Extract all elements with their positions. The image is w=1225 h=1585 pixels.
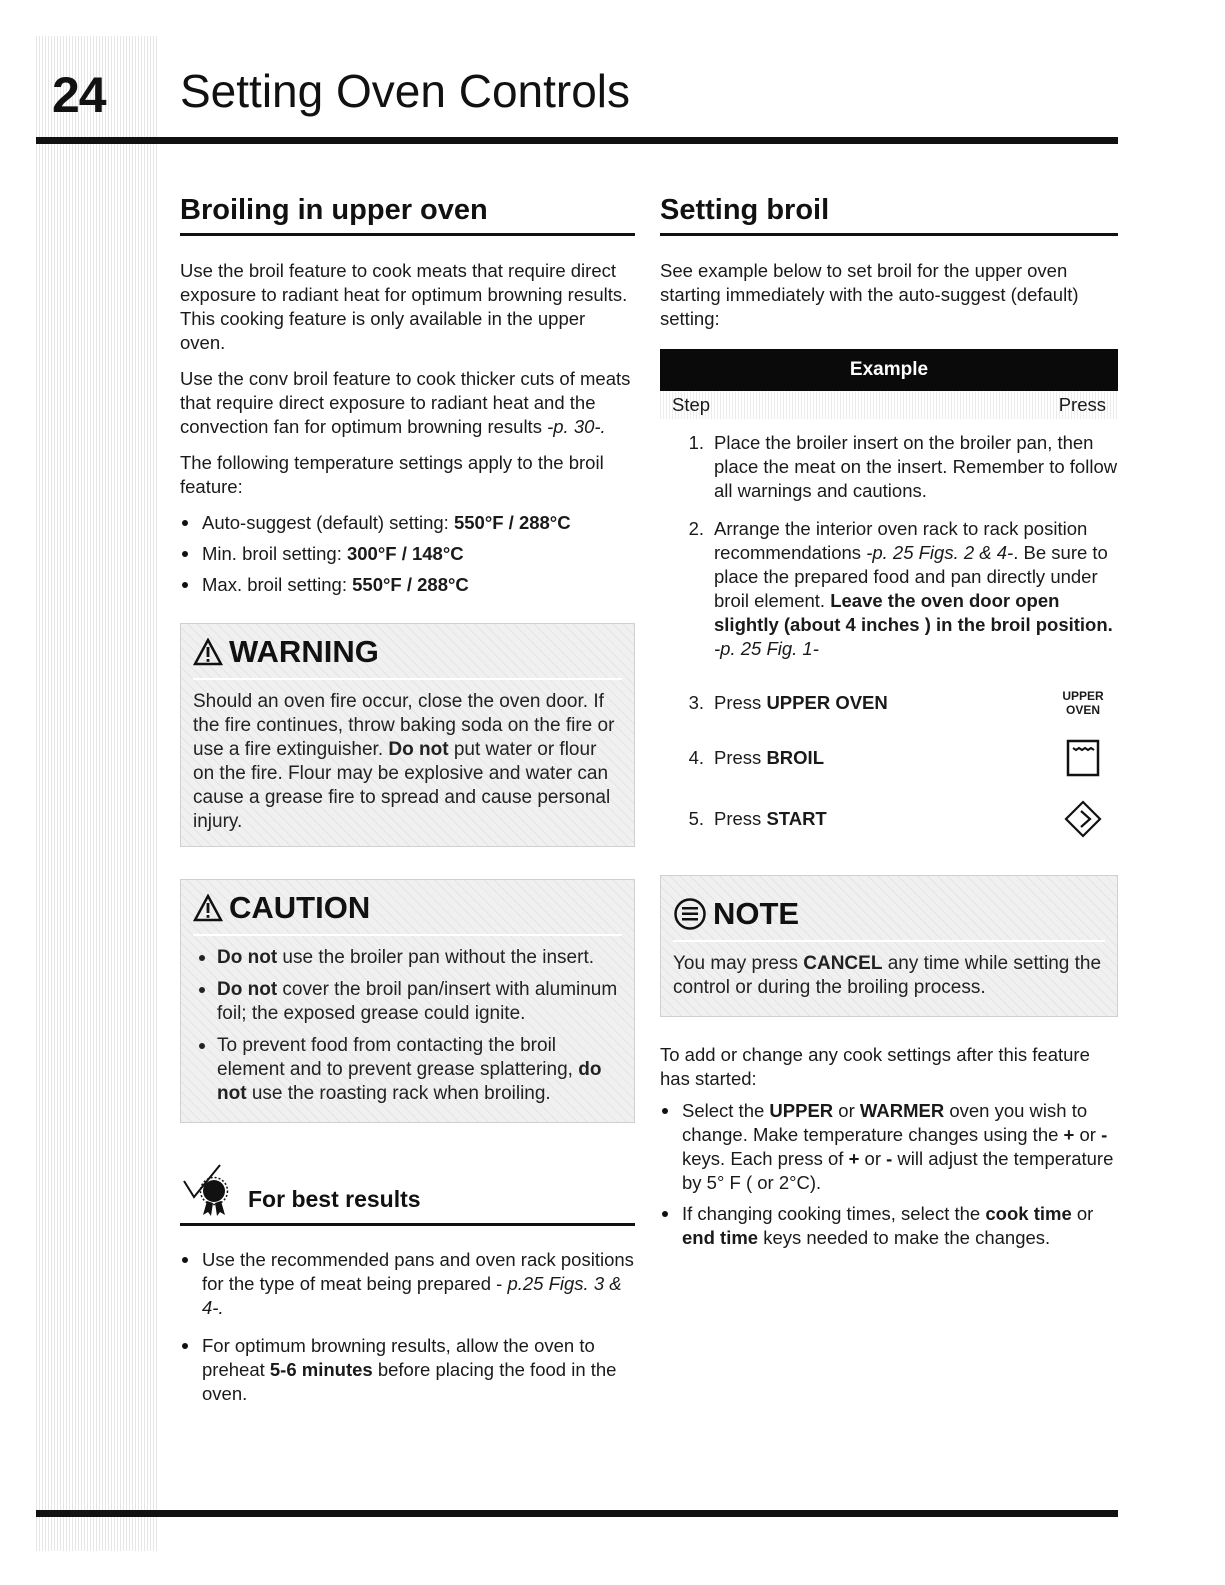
broiling-paragraph-3: The following temperature settings apply to the broil feature: <box>180 451 604 497</box>
changes-bold: end time <box>682 1226 759 1248</box>
page-reference: p.25 Figs. 3 & 4-. <box>202 1272 622 1318</box>
caution-title-text: CAUTION <box>229 889 371 925</box>
caution-bold: Do not <box>217 946 278 968</box>
broiling-paragraph-2-text: Use the conv broil feature to cook thicker cuts of meats that require direct exposure to radiant heat and the convection fan for optimum browning results <box>180 367 631 437</box>
step-bold: START <box>766 807 827 829</box>
note-text-1: You may press <box>673 952 804 974</box>
broiling-paragraph-1: Use the broil feature to cook meats that require direct exposure to radiant heat for optimum browning results. This cooking feature is only available in the upper oven. <box>180 259 628 353</box>
bullet-icon <box>182 520 188 526</box>
changes-bold: + <box>1063 1123 1075 1145</box>
setting-broil-heading: Setting broil <box>660 193 1118 236</box>
changes-bold: + <box>848 1147 860 1169</box>
broil-key-icon <box>1048 739 1118 777</box>
bullet-icon <box>182 1343 188 1349</box>
step-text <box>714 807 1048 831</box>
changes-bold: UPPER <box>769 1099 834 1121</box>
bullet-icon <box>662 1108 668 1114</box>
note-box <box>660 875 1118 1017</box>
note-text <box>673 952 1105 1000</box>
step-bold: Leave the oven door open slightly (about 4 inches ) in the broil position. <box>714 589 1113 635</box>
note-text-2: any time while setting the control or during the broiling process. <box>673 952 1102 998</box>
best-results-text: For optimum browning results, allow the oven to preheat <box>202 1334 595 1380</box>
warning-box <box>180 623 635 847</box>
step-text-part: Press <box>714 746 767 768</box>
list-item <box>660 517 1118 661</box>
warning-text <box>193 690 622 834</box>
setting-value: 300°F / 148°C <box>346 542 464 564</box>
warning-text-2: put water or flour on the fire. Flour may be explosive and water can cause a grease fire to spread and cause personal injury. <box>193 738 611 832</box>
changes-bold: cook time <box>985 1202 1072 1224</box>
changes-bold: - <box>886 1147 893 1169</box>
changes-text: If changing cooking times, select the <box>682 1202 986 1224</box>
broiling-heading: Broiling in upper oven <box>180 193 635 236</box>
caution-triangle-icon <box>193 894 223 922</box>
list-item <box>193 946 622 970</box>
award-ribbon-icon <box>180 1161 236 1217</box>
note-title-text: NOTE <box>713 895 800 931</box>
caution-text: use the roasting rack when broiling. <box>246 1082 551 1104</box>
note-text-bold: CANCEL <box>803 952 883 974</box>
best-results-text: before placing the food in the oven. <box>202 1358 617 1404</box>
best-results-heading-row <box>180 1161 635 1226</box>
page-number: 24 <box>52 67 106 123</box>
setting-value: 550°F / 288°C <box>453 511 571 533</box>
step-text <box>714 517 1118 661</box>
changes-bold: - <box>1101 1123 1108 1145</box>
example-label: Example <box>660 349 1118 391</box>
list-item <box>193 978 622 1026</box>
page-reference: -p. 25 Figs. 2 & 4- <box>866 541 1014 563</box>
setting-label: Max. broil setting: <box>202 573 353 595</box>
warning-title-text: WARNING <box>229 633 379 669</box>
step-text-part: . Be sure to place the prepared food and pan directly under broil element. <box>714 541 1108 611</box>
setting-value: 550°F / 288°C <box>352 573 469 595</box>
left-column <box>180 193 635 1413</box>
warning-text-1: Should an oven fire occur, close the oven door. If the fire continues, throw baking soda on the fire or use a fire extinguisher. <box>193 690 615 760</box>
broil-icon <box>1066 739 1100 777</box>
bullet-icon <box>199 987 205 993</box>
upper-oven-key-label <box>1062 689 1103 717</box>
best-results-section <box>180 1161 635 1406</box>
warning-text-bold: Do not <box>388 738 449 760</box>
upper-oven-key-icon <box>1048 689 1118 717</box>
best-results-list <box>180 1248 635 1406</box>
changes-text: oven you wish to change. Make temperature changes using the <box>682 1099 1088 1145</box>
changes-text: keys. Each press of <box>682 1147 849 1169</box>
step-text: Place the broiler insert on the broiler pan, then place the meat on the insert. Remember to follow all warnings and cautions. <box>714 431 1118 501</box>
changes-text: or <box>1074 1123 1102 1145</box>
caution-title <box>193 890 622 936</box>
bullet-icon <box>199 1043 205 1049</box>
setting-label: Min. broil setting: <box>202 542 347 564</box>
note-icon <box>673 897 707 931</box>
step-number: 5. <box>688 807 704 829</box>
step-text-part: Press <box>714 807 767 829</box>
bullet-icon <box>182 551 188 557</box>
caution-text: cover the broil pan/insert with aluminum foil; the exposed grease could ignite. <box>217 978 618 1024</box>
changes-text: or <box>1071 1202 1094 1224</box>
list-item <box>660 1202 1118 1250</box>
caution-text: use the broiler pan without the insert. <box>277 946 595 968</box>
list-item <box>180 542 635 566</box>
list-item <box>193 1034 622 1106</box>
bullet-icon <box>199 955 205 961</box>
caution-bold: Do not <box>217 978 278 1000</box>
changes-bold: WARMER <box>859 1099 945 1121</box>
step-number: 1. <box>688 431 704 453</box>
step-number: 4. <box>688 746 704 768</box>
changes-text: keys needed to make the changes. <box>758 1226 1051 1248</box>
step-text <box>714 691 1048 715</box>
start-key-icon <box>1048 799 1118 839</box>
page-reference: -p. 30-. <box>547 415 606 437</box>
changes-list <box>660 1099 1118 1250</box>
step-text <box>714 746 1048 770</box>
changes-text: or <box>859 1147 887 1169</box>
side-strip <box>36 36 157 1551</box>
bullet-icon <box>182 1257 188 1263</box>
step-number: 3. <box>688 691 704 713</box>
example-table <box>660 349 1118 419</box>
step-press-header <box>660 391 1118 419</box>
temperature-settings-list <box>180 511 635 597</box>
key-line-1: UPPER <box>1062 688 1104 703</box>
list-item <box>180 1248 635 1320</box>
changes-text: will adjust the temperature by 5° F ( or 2°C). <box>682 1147 1114 1193</box>
changes-intro: To add or change any cook settings after this feature has started: <box>660 1043 1090 1089</box>
list-item <box>660 689 1118 717</box>
list-item <box>180 1334 635 1406</box>
best-results-text: Use the recommended pans and oven rack positions for the type of meat being prepared - <box>202 1248 634 1294</box>
steps-list <box>660 431 1118 839</box>
key-line-2: OVEN <box>1065 702 1100 717</box>
caution-bold: do not <box>217 1058 602 1104</box>
list-item <box>180 573 635 597</box>
list-item <box>180 511 635 535</box>
broiling-paragraph-2 <box>180 367 635 439</box>
caution-box <box>180 879 635 1123</box>
warning-title <box>193 634 622 680</box>
step-bold: BROIL <box>766 746 824 768</box>
step-number: 2. <box>688 517 704 539</box>
start-icon <box>1063 799 1103 839</box>
caution-list <box>193 946 622 1106</box>
list-item <box>660 1099 1118 1195</box>
list-item <box>660 739 1118 777</box>
setting-label: Auto-suggest (default) setting: <box>202 511 454 533</box>
step-text-part: Arrange the interior oven rack to rack position recommendations <box>714 517 1088 563</box>
page-reference: -p. 25 Fig. 1- <box>714 637 819 659</box>
caution-text: To prevent food from contacting the broil element and to prevent grease splattering, <box>217 1034 579 1080</box>
changes-text: or <box>833 1099 860 1121</box>
note-title <box>673 896 1105 942</box>
best-results-heading: For best results <box>248 1185 421 1212</box>
warning-triangle-icon <box>193 638 223 666</box>
changes-text: Select the <box>682 1099 770 1121</box>
header-rule <box>36 137 1118 144</box>
press-column-label: Press <box>1058 393 1106 415</box>
step-bold: UPPER OVEN <box>766 691 888 713</box>
list-item <box>660 799 1118 839</box>
bullet-icon <box>662 1211 668 1217</box>
right-column <box>660 193 1118 1257</box>
step-text-part: Press <box>714 691 767 713</box>
footer-rule <box>36 1510 1118 1517</box>
page-title: Setting Oven Controls <box>180 65 631 117</box>
bullet-icon <box>182 582 188 588</box>
setting-broil-intro: See example below to set broil for the upper oven starting immediately with the auto-suggest (default) setting: <box>660 259 1079 329</box>
step-column-label: Step <box>672 393 711 415</box>
list-item <box>660 431 1118 503</box>
best-results-bold: 5-6 minutes <box>269 1358 373 1380</box>
